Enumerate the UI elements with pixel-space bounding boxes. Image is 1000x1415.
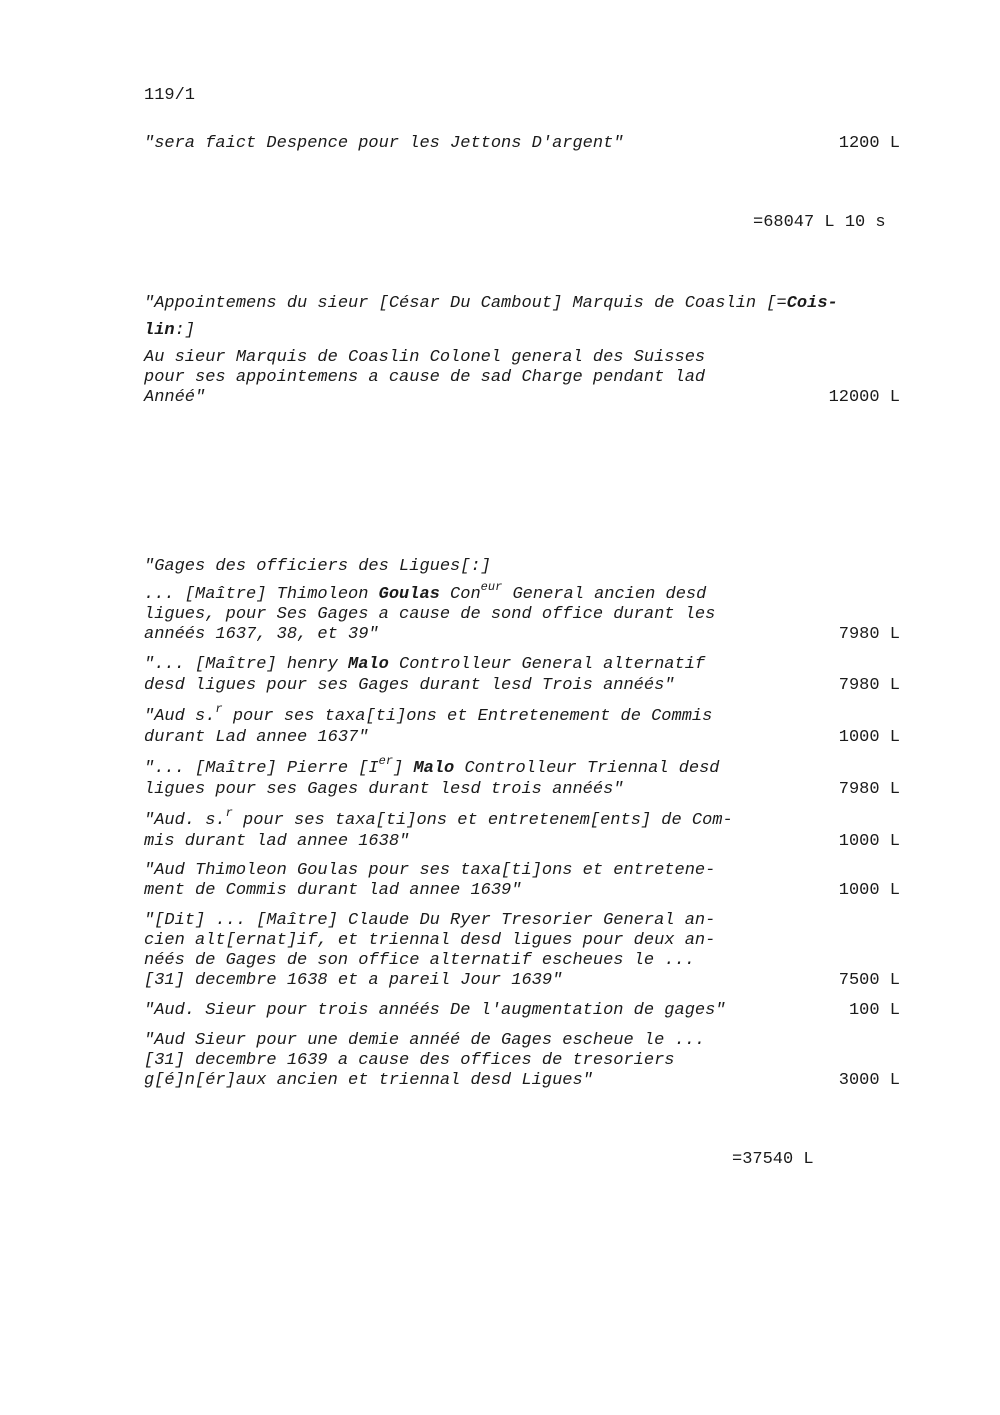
coaslin-body-line: pour ses appointemens a cause de sad Charge pendant lad (144, 368, 706, 387)
text-segment: "... [Maître] Pierre [I (144, 759, 379, 778)
ligues-entry-9-line-3: g[é]n[ér]aux ancien et triennal desd Ligues" (144, 1071, 593, 1090)
text-segment: General ancien desd (502, 585, 707, 604)
coaslin-heading-text: "Appointemens du sieur [César Du Cambout] Marquis de Coaslin [= (144, 294, 787, 313)
ligues-entry-2-line-2: desd ligues pour ses Gages durant lesd Trois annéés" (144, 676, 675, 695)
ligues-entry-7-line-2: cien alt[ernat]if, et triennal desd ligues pour deux an- (144, 931, 716, 950)
ligues-entry-2-line-1 (144, 655, 705, 675)
ligues-entry-1-line-3: annéés 1637, 38, et 39" (144, 625, 379, 644)
ligues-entry-8-line-1: "Aud. Sieur pour trois annéés De l'augmentation de gages" (144, 1001, 726, 1020)
ligues-heading: "Gages des officiers des Ligues[:] (144, 557, 491, 576)
ligues-entry-7-line-1: "[Dit] ... [Maître] Claude Du Ryer Tresorier General an- (144, 911, 716, 930)
text-segment: ... [Maître] Thimoleon (144, 585, 379, 604)
ligues-entry-6-line-1: "Aud Thimoleon Goulas pour ses taxa[ti]ons et entretene- (144, 861, 716, 880)
ligues-entry-6-line-2: ment de Commis durant lad annee 1639" (144, 881, 522, 900)
ligues-entry-1-line-2: ligues, pour Ses Gages a cause de sond office durant les (144, 605, 716, 624)
coaslin-amount: 12000 L (828, 388, 900, 407)
ligues-entry-3-line-2: durant Lad annee 1637" (144, 728, 369, 747)
ligues-entry-1-line-1 (144, 580, 707, 605)
text-segment: "Aud s. (144, 707, 216, 726)
superscript: r (225, 806, 233, 821)
text-segment: Controlleur Triennal desd (454, 759, 720, 778)
entry-jettons-text: "sera faict Despence pour les Jettons D'argent" (144, 134, 624, 153)
ligues-entry-1-amount: 7980 L (838, 625, 900, 644)
coaslin-heading-line-2 (144, 321, 195, 341)
ligues-entry-4-line-2: ligues pour ses Gages durant lesd trois annéés" (144, 780, 624, 799)
ligues-entry-6-amount: 1000 L (838, 881, 900, 900)
ligues-entry-8-amount: 100 L (848, 1001, 900, 1020)
subtotal-2: =37540 L (732, 1150, 814, 1169)
ligues-entry-9-amount: 3000 L (838, 1071, 900, 1090)
superscript: er (378, 754, 394, 769)
page-number: 119/1 (144, 86, 196, 105)
ligues-entry-4-line-1 (144, 754, 720, 779)
ligues-entry-7-line-4: [31] decembre 1638 et a pareil Jour 1639" (144, 971, 563, 990)
text-segment: "... [Maître] henry (144, 655, 349, 674)
coaslin-heading-bold-2: lin (144, 321, 175, 340)
coaslin-body-line: Au sieur Marquis de Coaslin Colonel general des Suisses (144, 348, 706, 367)
ligues-entry-7-line-3: néés de Gages de son office alternatif escheues le ... (144, 951, 695, 970)
text-segment: "Aud. s. (144, 811, 226, 830)
text-segment: ] (393, 759, 414, 778)
coaslin-body-line: Annéé" (144, 388, 206, 407)
ligues-entry-7-amount: 7500 L (838, 971, 900, 990)
ligues-entry-5-line-1 (144, 806, 733, 831)
ligues-entry-3-line-1 (144, 702, 713, 727)
superscript: eur (480, 580, 503, 595)
text-segment: Controlleur General alternatif (388, 655, 706, 674)
subtotal-1: =68047 L 10 s (753, 213, 886, 232)
superscript: r (215, 702, 223, 717)
coaslin-heading-line-1 (144, 294, 838, 314)
coaslin-heading-bold: Cois- (786, 294, 838, 313)
name-bold: Malo (413, 759, 455, 778)
entry-jettons-amount: 1200 L (838, 134, 900, 153)
name-bold: Goulas (378, 585, 440, 604)
name-bold: Malo (348, 655, 389, 674)
text-segment: Con (439, 585, 481, 604)
ligues-entry-2-amount: 7980 L (838, 676, 900, 695)
ligues-entry-3-amount: 1000 L (838, 728, 900, 747)
ligues-entry-9-line-2: [31] decembre 1639 a cause des offices de tresoriers (144, 1051, 675, 1070)
text-segment: pour ses taxa[ti]ons et entretenem[ents] de Com- (232, 811, 733, 830)
ligues-entry-5-line-2: mis durant lad annee 1638" (144, 832, 410, 851)
ligues-entry-5-amount: 1000 L (838, 832, 900, 851)
coaslin-heading-text-2: :] (174, 321, 196, 340)
text-segment: pour ses taxa[ti]ons et Entretenement de Commis (222, 707, 713, 726)
ligues-entry-9-line-1: "Aud Sieur pour une demie annéé de Gages escheue le ... (144, 1031, 706, 1050)
ligues-entry-4-amount: 7980 L (838, 780, 900, 799)
